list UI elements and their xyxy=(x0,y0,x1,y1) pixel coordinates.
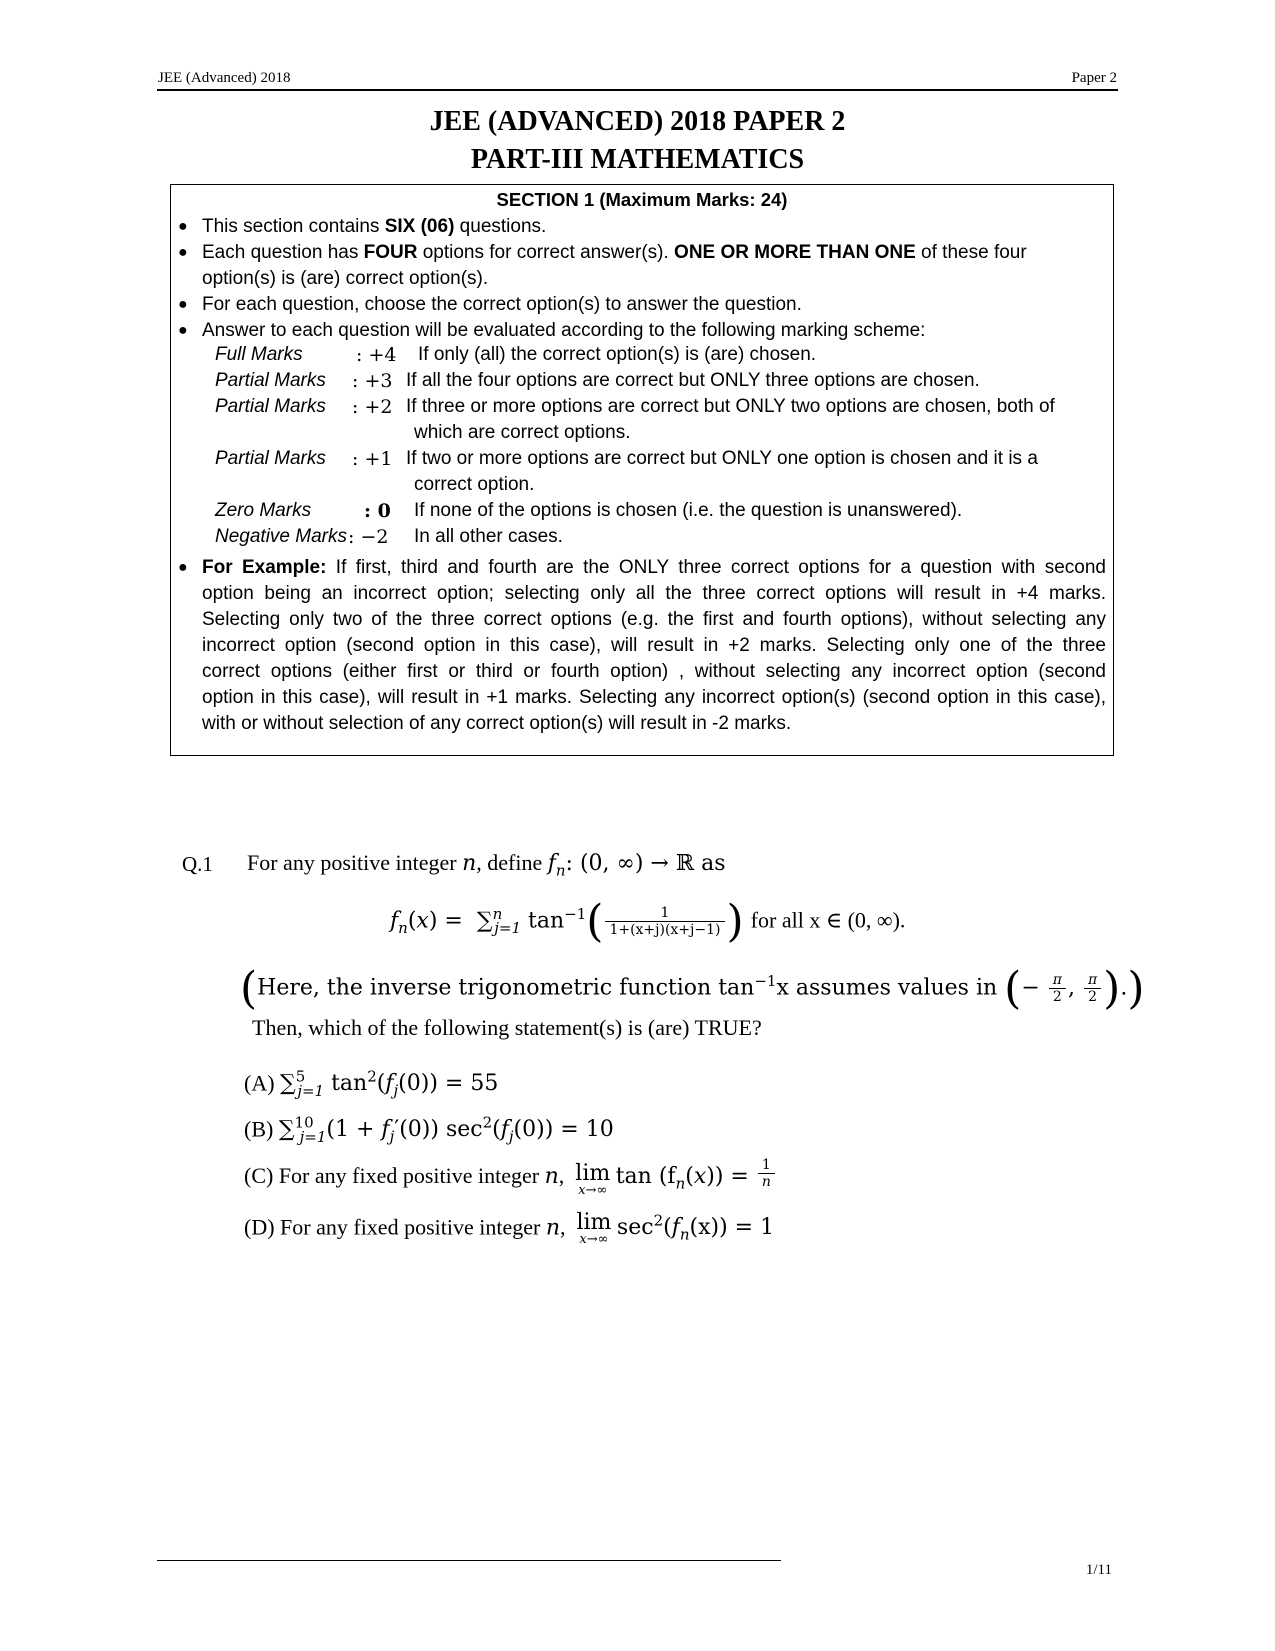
example-line: incorrect option (second option in this case), will result in +2 marks. Selecting only one of the three xyxy=(202,635,1106,656)
example-line: correct options (either first or third or fourth option) , without selecting any incorrect option (second xyxy=(202,661,1106,682)
mark-name: Zero Marks xyxy=(215,500,312,521)
header-paper: Paper 2 xyxy=(1071,70,1117,86)
header-exam-name: JEE (Advanced) 2018 xyxy=(158,70,291,86)
bullet-icon: ● xyxy=(178,218,188,235)
bullet-icon: ● xyxy=(178,244,188,261)
example-line: option being an incorrect option; selecting only all the three correct options will result in +4 marks. xyxy=(202,583,1106,604)
mark-value: : +2 xyxy=(352,396,393,418)
bullet-icon: ● xyxy=(178,296,188,313)
mark-name: Partial Marks xyxy=(215,396,326,417)
mark-value: : +3 xyxy=(352,370,393,392)
mark-text-cont: correct option. xyxy=(414,474,535,495)
mark-value: : +1 xyxy=(352,448,393,470)
example-line: Selecting only two of the three correct options (e.g. the first and fourth options), without selecting any xyxy=(202,609,1106,630)
example-line: For Example: If first, third and fourth are the ONLY three correct options for a question with second xyxy=(202,557,1106,578)
option-d[interactable]: (D) For any fixed positive integer n, lim x→∞ $\sec^2(f_n(x)) = 1$ xyxy=(244,1210,775,1247)
question-prompt: Then, which of the following statement(s) is (are) TRUE? xyxy=(252,1015,762,1040)
question-intro: For any positive integer n, define $f_n$: (0, ∞) → ℝ as xyxy=(247,850,726,880)
mark-value: : +4 xyxy=(356,344,397,366)
mark-text: If only (all) the correct option(s) is (are) chosen. xyxy=(418,344,817,365)
footer-rule xyxy=(157,1560,781,1561)
range-note: (Here, the inverse trigonometric function $\tan^{-1}x$ assumes values in (− $\frac{\pi}{2}$ , $\frac{\pi}{2}$ ).) xyxy=(240,963,1145,1014)
instruction-1: This section contains SIX (06) questions. xyxy=(202,216,547,237)
mark-text: If two or more options are correct but ONLY one option is chosen and it is a xyxy=(406,448,1038,469)
mark-text: If three or more options are correct but ONLY two options are chosen, both of xyxy=(406,396,1055,417)
mark-name: Partial Marks xyxy=(215,370,326,391)
option-c[interactable]: (C) For any fixed positive integer n, lim x→∞ $\tan (f_n(x))$ = $\frac{1}{n}$ xyxy=(244,1163,777,1197)
bullet-icon: ● xyxy=(178,322,188,339)
section-heading: SECTION 1 (Maximum Marks: 24) xyxy=(496,189,788,210)
page-title: JEE (ADVANCED) 2018 PAPER 2 xyxy=(429,106,846,137)
mark-name: Full Marks xyxy=(215,344,303,365)
bullet-icon: ● xyxy=(178,559,188,576)
mark-name: Partial Marks xyxy=(215,448,326,469)
page-number: 1/11 xyxy=(1085,1562,1112,1578)
question-number: Q.1 xyxy=(182,852,213,876)
mark-text: If all the four options are correct but ONLY three options are chosen. xyxy=(406,370,980,391)
example-line-last: with or without selection of any correct option(s) will result in -2 marks. xyxy=(202,713,792,734)
mark-text: In all other cases. xyxy=(414,526,563,547)
instruction-2-cont: option(s) is (are) correct option(s). xyxy=(202,268,489,289)
page-subtitle: PART-III MATHEMATICS xyxy=(470,144,805,175)
function-definition: $f_n(x) = \sum^n_{j=1}$ $\tan^{-1}$( $\frac{1}{1+(x+j)(x+j-1)}$ ) for all x ∈ (0, ∞). xyxy=(390,896,906,947)
mark-value: : 0 xyxy=(364,500,391,522)
mark-name: Negative Marks xyxy=(215,526,347,547)
mark-text-cont: which are correct options. xyxy=(414,422,631,443)
instruction-3: For each question, choose the correct option(s) to answer the question. xyxy=(202,294,802,315)
instruction-4: Answer to each question will be evaluated according to the following marking scheme: xyxy=(202,320,926,341)
option-b[interactable]: (B) $\sum^{10}_{j=1}(1 + f_j'(0))$ $\sec^2(f_j(0)) = 10$ xyxy=(244,1114,614,1146)
instruction-2: Each question has FOUR options for correct answer(s). ONE OR MORE THAN ONE of these four xyxy=(202,242,1027,263)
example-line: option in this case), will result in +1 marks. Selecting any incorrect option(s) (second option in this case), xyxy=(202,687,1106,708)
option-a[interactable]: (A) ∑$^5_{j=1}$ $\tan^2(f_j(0)) = 55$ xyxy=(244,1068,499,1100)
mark-value: : −2 xyxy=(348,526,389,548)
mark-text: If none of the options is chosen (i.e. the question is unanswered). xyxy=(414,500,963,521)
header-rule xyxy=(157,89,1118,91)
